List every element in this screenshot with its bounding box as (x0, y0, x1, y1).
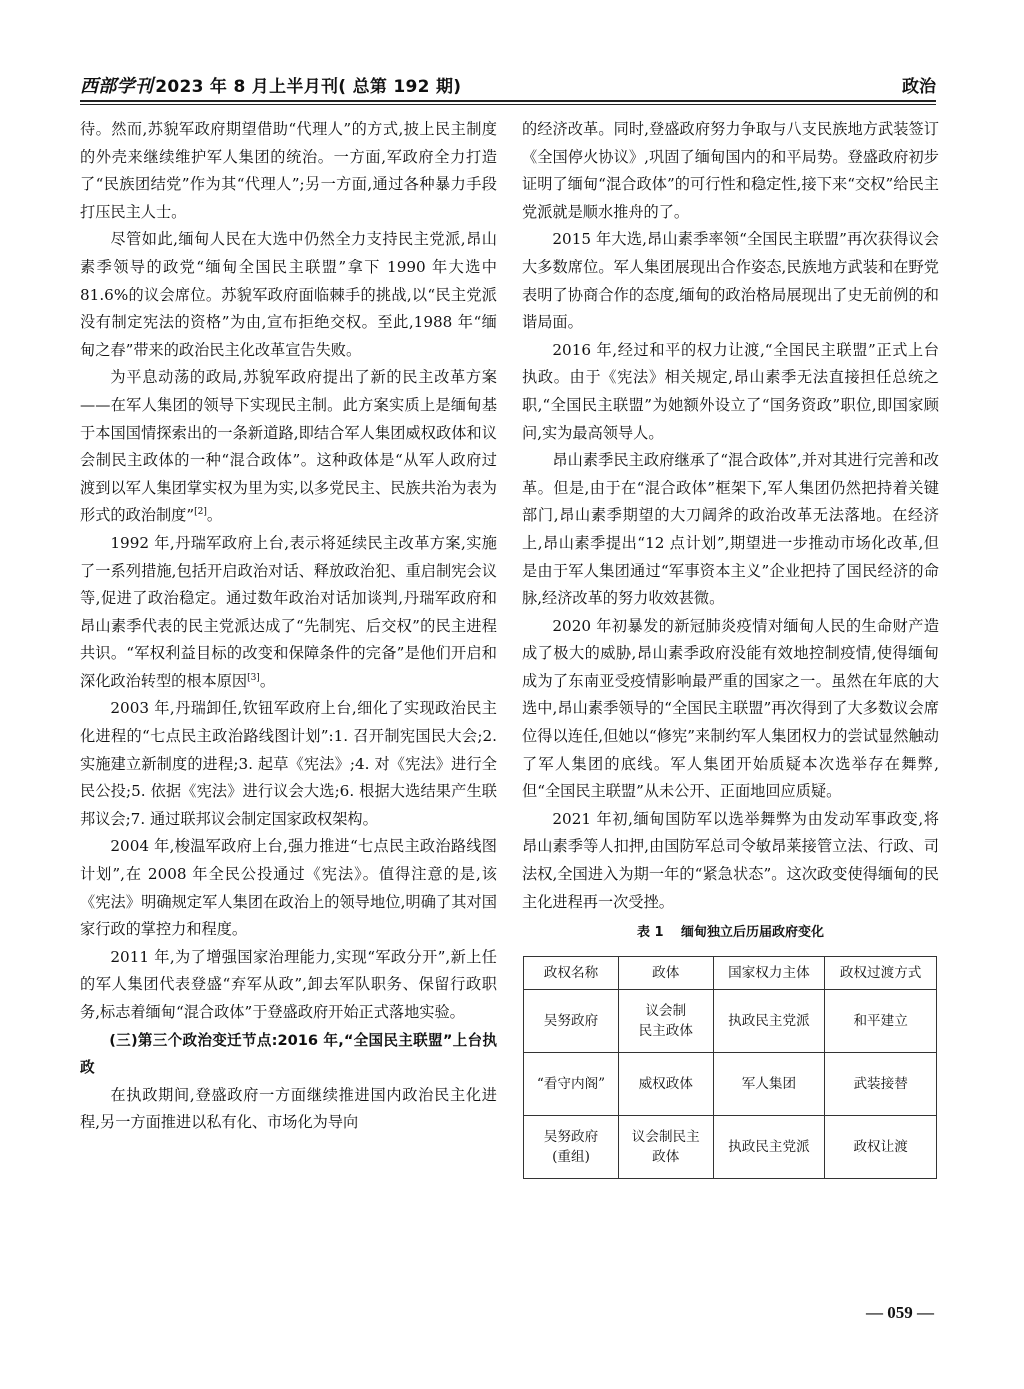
table-header-cell: 政权名称 (524, 957, 619, 990)
header-rule (80, 100, 936, 102)
right-column (522, 116, 939, 1179)
paragraph: 1992 年,丹瑞军政府上台,表示将延续民主改革方案,实施了一系列措施,包括开启政治对话、释放政治犯、重启制宪会议等,促进了政治稳定。通过数年政治对话加谈判,丹瑞军政府和昂山素季代表的民主党派达成了“先制宪、后交权”的民主进程共识。“军权利益目标的改变和保障条件的完备”是他们开启和深化政治转型的根本原因[3]。 (80, 533, 497, 690)
paragraph: 的经济改革。同时,登盛政府努力争取与八支民族地方武装签订《全国停火协议》,巩固了缅甸国内的和平局势。登盛政府初步证明了缅甸“混合政体”的可行性和稳定性,接下来“交权”给民主党派就是顺水推舟的了。 (522, 120, 939, 221)
journal-logo: 西部学刊 (80, 76, 154, 97)
table-cell: 吴努政府 (524, 990, 619, 1053)
government-table (523, 956, 937, 1179)
table-cell: 执政民主党派 (713, 990, 825, 1053)
issue-info: 2023 年 8 月上半月刊( 总第 192 期) (155, 77, 462, 97)
paragraph-text: 为平息动荡的政局,苏貌军政府提出了新的民主改革方案——在军人集团的领导下实现民主制。此方案实质上是缅甸基于本国国情探索出的一条新道路,即结合军人集团威权政体和议会制民主政体的一种“混合政体”。这种政体是“从军人政府过渡到以军人集团掌实权为里为实,以多党民主、民族共治为表为形式的政治制度” (80, 368, 497, 525)
paragraph: 2011 年,为了增强国家治理能力,实现“军政分开”,新上任的军人集团代表登盛“弃军从政”,卸去军队职务、保留行政职务,标志着缅甸“混合政体”于登盛政府开始正式落地实验。 (80, 947, 497, 1021)
table-row (524, 1116, 937, 1179)
header-rule-thin (80, 104, 936, 105)
citation-ref: [2] (194, 507, 207, 518)
paragraph: 2021 年初,缅甸国防军以选举舞弊为由发动军事政变,将昂山素季等人扣押,由国防军总司令敏昂莱接管立法、行政、司法权,全国进入为期一年的“紧急状态”。这次政变使得缅甸的民主化进程再一次受挫。 (522, 809, 939, 911)
citation-ref: [3] (247, 672, 260, 683)
paragraph: 在执政期间,登盛政府一方面继续推进国内政治民主化进程,另一方面推进以私有化、市场化为导向 (80, 1085, 497, 1132)
paragraph: 尽管如此,缅甸人民在大选中仍然全力支持民主党派,昂山素季领导的政党“缅甸全国民主联盟”拿下 1990 年大选中 81.6%的议会席位。苏貌军政府面临棘手的挑战,以“民主党派没有制定宪法的资格”为由,宣布拒绝交权。至此,1988 年“缅甸之春”带来的政治民主化改革宣告失败。 (80, 230, 497, 359)
paragraph: 为平息动荡的政局,苏貌军政府提出了新的民主改革方案——在军人集团的领导下实现民主制。此方案实质上是缅甸基于本国国情探索出的一条新道路,即结合军人集团威权政体和议会制民主政体的一种“混合政体”。这种政体是“从军人政府过渡到以军人集团掌实权为里为实,以多党民主、民族共治为表为形式的政治制度”[2]。 (80, 368, 497, 525)
table-header-row (524, 957, 937, 990)
table-header-cell: 政体 (618, 957, 713, 990)
paragraph: 2020 年初暴发的新冠肺炎疫情对缅甸人民的生命财产造成了极大的威胁,昂山素季政府没能有效地控制疫情,使得缅甸成为了东南亚受疫情影响最严重的国家之一。虽然在年底的大选中,昂山素季领导的“全国民主联盟”再次得到了大多数议会席位得以连任,但她以“修宪”来制约军人集团权力的尝试显然触动了军人集团的底线。军人集团开始质疑本次选举存在舞弊,但“全国民主联盟”从未公开、正面地回应质疑。 (522, 616, 939, 801)
table-cell: 议会制民主 政体 (618, 1116, 713, 1179)
section-heading: (三)第三个政治变迁节点:2016 年,“全国民主联盟”上台执政 (80, 1031, 497, 1077)
journal-title (80, 72, 461, 98)
page-number: — 059 — (866, 1303, 934, 1322)
table-cell: 和平建立 (825, 990, 937, 1053)
table-cell: “看守内阁” (524, 1053, 619, 1116)
paragraph: 2016 年,经过和平的权力让渡,“全国民主联盟”正式上台执政。由于《宪法》相关规定,昂山素季无法直接担任总统之职,“全国民主联盟”为她额外设立了“国务资政”职位,即国家顾问,实为最高领导人。 (522, 340, 939, 442)
table-cell: 执政民主党派 (713, 1116, 825, 1179)
paragraph: 待。然而,苏貌军政府期望借助“代理人”的方式,披上民主制度的外壳来继续维护军人集团的统治。一方面,军政府全力打造了“民族团结党”作为其“代理人”;另一方面,通过各种暴力手段打压民主人士。 (80, 120, 497, 221)
paragraph: 2015 年大选,昂山素季率领“全国民主联盟”再次获得议会大多数席位。军人集团展现出合作姿态,民族地方武装和在野党表明了协商合作的态度,缅甸的政治格局展现出了史无前例的和谐局面。 (522, 230, 939, 332)
running-header (80, 72, 936, 102)
table-header-cell: 政权过渡方式 (825, 957, 937, 990)
section-label: 政治 (902, 77, 936, 97)
table-row (524, 1053, 937, 1116)
table-cell: 军人集团 (713, 1053, 825, 1116)
paragraph: 2003 年,丹瑞卸任,钦钮军政府上台,细化了实现政治民主化进程的“七点民主政治路线图计划”:1. 召开制宪国民大会;2. 实施建立新制度的进程;3. 起草《宪法》;4. 对《宪法》进行全民公投;5. 依据《宪法》进行议会大选;6. 根据大选结果产生联邦议会;7. 通过联邦议会制定国家政权架构。 (80, 699, 497, 828)
left-column (80, 116, 497, 1137)
paragraph: 2004 年,梭温军政府上台,强力推进“七点民主政治路线图计划”,在 2008 年全民公投通过《宪法》。值得注意的是,该《宪法》明确规定军人集团在政治上的领导地位,明确了其对国家行政的掌控力和程度。 (80, 837, 497, 939)
table-cell: 议会制 民主政体 (618, 990, 713, 1053)
table-cell: 政权让渡 (825, 1116, 937, 1179)
table-cell: 吴努政府 (重组) (524, 1116, 619, 1179)
table-header-cell: 国家权力主体 (713, 957, 825, 990)
table-caption: 表 1 缅甸独立后历届政府变化 (636, 925, 825, 941)
paragraph: 昂山素季民主政府继承了“混合政体”,并对其进行完善和改革。但是,由于在“混合政体”框架下,军人集团仍然把持着关键部门,昂山素季期望的大刀阔斧的政治改革无法落地。在经济上,昂山素季提出“12 点计划”,期望进一步推动市场化改革,但是由于军人集团通过“军事资本主义”企业把持了国民经济的命脉,经济改革的努力收效甚微。 (522, 451, 939, 608)
table-cell: 威权政体 (618, 1053, 713, 1116)
paragraph-text: 1992 年,丹瑞军政府上台,表示将延续民主改革方案,实施了一系列措施,包括开启政治对话、释放政治犯、重启制宪会议等,促进了政治稳定。通过数年政治对话加谈判,丹瑞军政府和昂山素季代表的民主党派达成了“先制宪、后交权”的民主进程共识。“军权利益目标的改变和保障条件的完备”是他们开启和深化政治转型的根本原因 (80, 533, 497, 690)
table-row (524, 990, 937, 1053)
table-cell: 武装接替 (825, 1053, 937, 1116)
